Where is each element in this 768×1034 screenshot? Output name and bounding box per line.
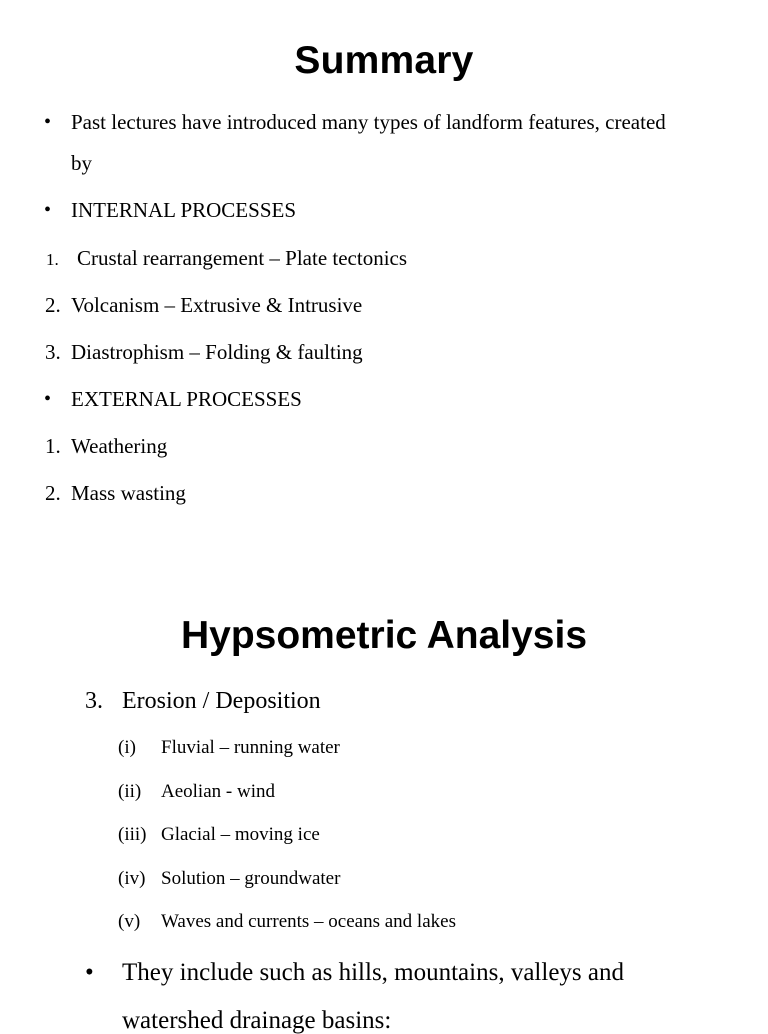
subitem-solution: Solution – groundwater <box>161 868 341 889</box>
bullet-marker: • <box>44 388 52 410</box>
subitem-fluvial: Fluvial – running water <box>161 737 340 758</box>
list-number: 2. <box>45 481 61 505</box>
summary-item-intro-line2: by <box>71 151 92 175</box>
heading-erosion-deposition: Erosion / Deposition <box>122 688 321 714</box>
summary-item-crustal: Crustal rearrangement – Plate tectonics <box>77 246 408 270</box>
summary-item-mass-wasting: Mass wasting <box>71 481 186 505</box>
roman-numeral: (ii) <box>118 781 142 802</box>
bullet-marker: • <box>44 111 52 133</box>
list-number: 1. <box>46 250 59 269</box>
roman-numeral: (i) <box>118 737 136 758</box>
hypsometric-title: Hypsometric Analysis <box>180 614 588 657</box>
summary-item-internal-processes: INTERNAL PROCESSES <box>71 198 297 222</box>
summary-item-diastrophism: Diastrophism – Folding & faulting <box>71 340 363 364</box>
summary-item-intro-line1: Past lectures have introduced many types of landform features, created <box>71 110 666 134</box>
roman-numeral: (iii) <box>118 824 147 845</box>
subitem-glacial: Glacial – moving ice <box>161 824 320 845</box>
subitem-aeolian: Aeolian - wind <box>161 781 275 802</box>
list-number: 3. <box>85 688 103 714</box>
bullet-landforms-line1: They include such as hills, mountains, valleys and <box>122 959 624 986</box>
subitem-waves-currents: Waves and currents – oceans and lakes <box>161 911 456 932</box>
bullet-marker: • <box>44 199 52 221</box>
summary-item-weathering: Weathering <box>71 434 168 458</box>
list-number: 2. <box>45 293 61 317</box>
list-number: 1. <box>45 434 61 458</box>
summary-item-external-processes: EXTERNAL PROCESSES <box>71 387 302 411</box>
bullet-landforms-line2: watershed drainage basins: <box>122 1007 392 1034</box>
roman-numeral: (iv) <box>118 868 146 889</box>
list-number: 3. <box>45 340 61 364</box>
bullet-marker: • <box>85 959 94 986</box>
summary-item-volcanism: Volcanism – Extrusive & Intrusive <box>71 293 363 317</box>
summary-title: Summary <box>294 39 474 82</box>
roman-numeral: (v) <box>118 911 141 932</box>
